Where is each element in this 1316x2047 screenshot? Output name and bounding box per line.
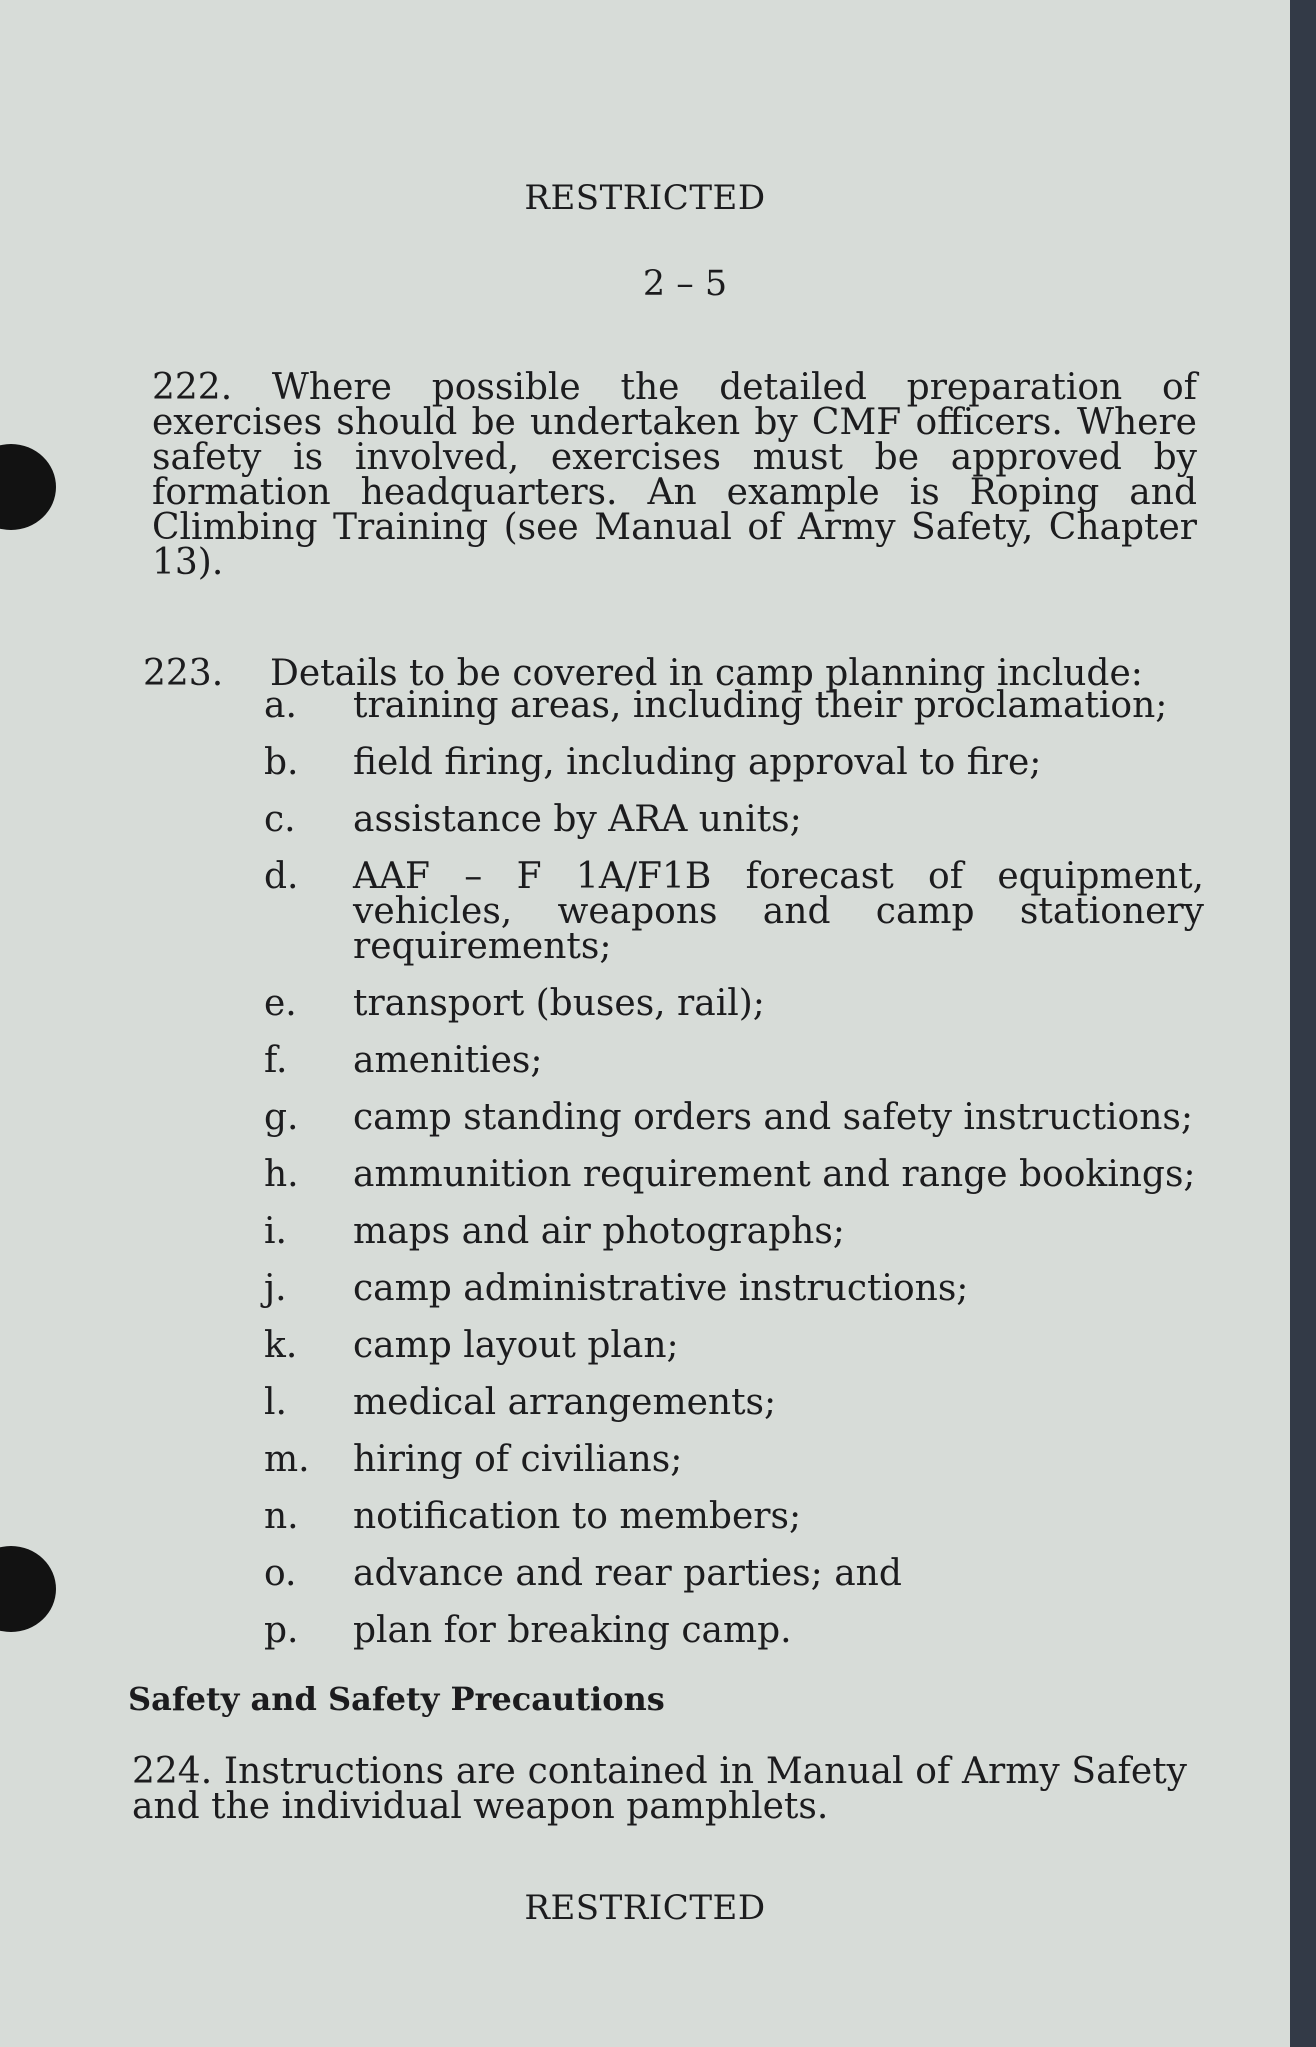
list-item	[264, 1382, 1204, 1423]
list-item-label: c.	[264, 799, 296, 840]
paragraph-224: 224. Instructions are contained in Manual of Army Safety and the individual weapon pamphlets.	[132, 1751, 1187, 1827]
list-item-text: camp standing orders and safety instructions;	[353, 1097, 1194, 1138]
list-item-label: j.	[264, 1268, 287, 1309]
list-item-label: f.	[264, 1040, 288, 1081]
binder-hole	[0, 1546, 56, 1632]
list-item-text: training areas, including their proclamation;	[353, 685, 1168, 726]
camp-planning-list	[264, 685, 1204, 1670]
list-item-label: m.	[264, 1439, 310, 1480]
list-item	[264, 1040, 1204, 1081]
list-item-label: i.	[264, 1211, 287, 1252]
list-item	[264, 1610, 1204, 1651]
list-item-label: d.	[264, 856, 299, 897]
paragraph-lead-text: Details to be covered in camp planning include:	[270, 653, 1143, 694]
list-item-label: p.	[264, 1610, 299, 1651]
list-item-label: o.	[264, 1553, 297, 1594]
list-item-text: amenities;	[353, 1040, 543, 1081]
list-item-label: l.	[264, 1382, 287, 1423]
classification-header: RESTRICTED	[524, 178, 766, 218]
list-item	[264, 1439, 1204, 1480]
section-heading: Safety and Safety Precautions	[128, 1680, 665, 1718]
list-item-text: ammunition requirement and range bookings;	[353, 1154, 1196, 1195]
list-item-label: k.	[264, 1325, 298, 1366]
list-item-text: camp administrative instructions;	[353, 1268, 969, 1309]
list-item	[264, 983, 1204, 1024]
list-item	[264, 1553, 1204, 1594]
list-item-text: advance and rear parties; and	[353, 1553, 902, 1594]
list-item-text: notification to members;	[353, 1496, 802, 1537]
list-item	[264, 1325, 1204, 1366]
list-item-label: g.	[264, 1097, 299, 1138]
page-number: 2 – 5	[642, 264, 728, 304]
list-item-text: maps and air photographs;	[353, 1211, 845, 1252]
page-edge-shadow	[1290, 0, 1316, 2047]
list-item-label: h.	[264, 1154, 299, 1195]
list-item-text: plan for breaking camp.	[353, 1610, 792, 1651]
list-item-text: AAF – F 1A/F1B forecast of equipment, vehicles, weapons and camp stationery requirements;	[353, 856, 1204, 967]
list-item-label: n.	[264, 1496, 299, 1537]
list-item-label: b.	[264, 742, 299, 783]
binder-hole	[0, 444, 56, 530]
classification-footer: RESTRICTED	[524, 1888, 766, 1928]
list-item-text: assistance by ARA units;	[353, 799, 802, 840]
list-item	[264, 1496, 1204, 1537]
paragraph-222: 222. Where possible the detailed preparation of exercises should be undertaken by CMF officers. Where safety is involved, exercises must be approved by formation headquarters. An example is Roping and Climbing Training (see Manual of Army Safety, Chapter 13).	[152, 367, 1197, 583]
list-item	[264, 799, 1204, 840]
list-item-label: e.	[264, 983, 297, 1024]
list-item-text: medical arrangements;	[353, 1382, 777, 1423]
paragraph-number: 223.	[143, 653, 224, 694]
list-item	[264, 1154, 1204, 1195]
list-item	[264, 1097, 1204, 1138]
list-item-text: hiring of civilians;	[353, 1439, 683, 1480]
list-item	[264, 856, 1204, 967]
list-item	[264, 1268, 1204, 1309]
list-item-text: field firing, including approval to fire;	[353, 742, 1042, 783]
list-item	[264, 685, 1204, 726]
list-item-text: camp layout plan;	[353, 1325, 679, 1366]
list-item	[264, 1211, 1204, 1252]
list-item-label: a.	[264, 685, 297, 726]
list-item	[264, 742, 1204, 783]
list-item-text: transport (buses, rail);	[353, 983, 765, 1024]
